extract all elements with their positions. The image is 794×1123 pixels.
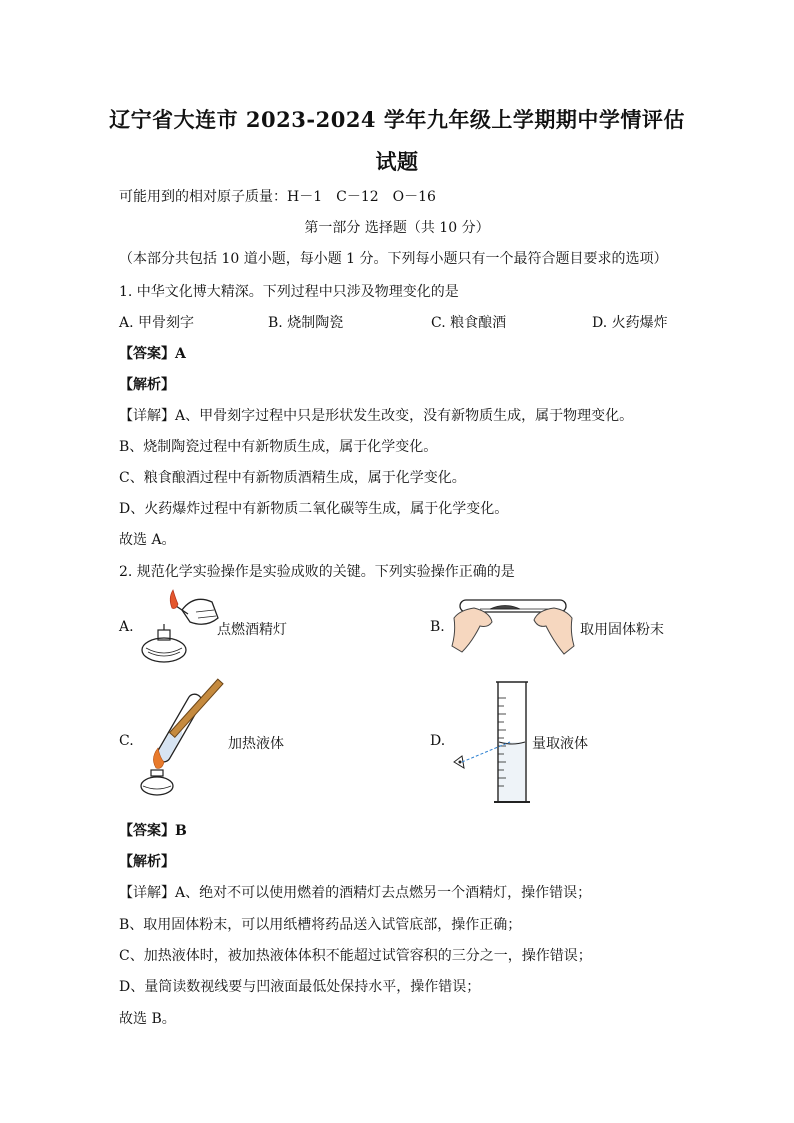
q1-detail-c: C、粮食酿酒过程中有新物质酒精生成，属于化学变化。	[119, 470, 466, 486]
q2-figure-a-letter: A.	[119, 619, 134, 635]
alcohol-lamp-lighting-icon	[136, 588, 226, 668]
q1-detail-a: 【详解】A、甲骨刻字过程中只是形状发生改变，没有新物质生成，属于物理变化。	[119, 408, 634, 424]
section-title: 第一部分 选择题（共 10 分）	[304, 220, 490, 236]
q1-option-a: A. 甲骨刻字	[119, 315, 195, 331]
section-note: （本部分共包括 10 道小题，每小题 1 分。下列每小题只有一个最符合题目要求的选项）	[119, 251, 668, 267]
q2-figure-d-letter: D.	[430, 733, 446, 749]
q1-detail-d: D、火药爆炸过程中有新物质二氧化碳等生成，属于化学变化。	[119, 501, 509, 517]
q2-detail-b: B、取用固体粉末，可以用纸槽将药品送入试管底部，操作正确；	[119, 917, 522, 933]
q2-figure-d-label: 量取液体	[532, 736, 588, 752]
q2-figure-b-label: 取用固体粉末	[580, 622, 664, 638]
q1-option-c: C. 粮食酿酒	[431, 315, 507, 331]
atomic-mass-note: 可能用到的相对原子质量：H－1 C－12 O－16	[119, 189, 436, 205]
q2-figure-c-letter: C.	[119, 733, 134, 749]
q1-answer: 【答案】A	[119, 346, 186, 362]
q2-detail-c: C、加热液体时，被加热液体体积不能超过试管容积的三分之一，操作错误；	[119, 948, 592, 964]
title-line-1: 辽宁省大连市 2023-2024 学年九年级上学期期中学情评估	[109, 107, 685, 132]
measuring-cylinder-icon	[448, 678, 534, 806]
q2-stem: 2. 规范化学实验操作是实验成败的关键。下列实验操作正确的是	[119, 564, 515, 580]
q2-answer: 【答案】B	[119, 823, 187, 839]
q2-detail-d: D、量筒读数视线要与凹液面最低处保持水平，操作错误；	[119, 979, 481, 995]
heating-liquid-icon	[138, 692, 230, 796]
title-line-2: 试题	[375, 149, 419, 174]
q1-analysis-heading: 【解析】	[119, 377, 175, 393]
q2-conclusion: 故选 B。	[119, 1011, 176, 1027]
q2-analysis-heading: 【解析】	[119, 854, 175, 870]
test-tube-powder-icon	[450, 594, 576, 658]
q1-detail-b: B、烧制陶瓷过程中有新物质生成，属于化学变化。	[119, 439, 438, 455]
q2-detail-a: 【详解】A、绝对不可以使用燃着的酒精灯去点燃另一个酒精灯，操作错误；	[119, 885, 592, 901]
q1-stem: 1. 中华文化博大精深。下列过程中只涉及物理变化的是	[119, 284, 459, 300]
q1-option-d: D. 火药爆炸	[592, 315, 668, 331]
q2-figure-a-label: 点燃酒精灯	[217, 622, 287, 638]
q2-figure-b-letter: B.	[430, 619, 445, 635]
q2-figure-c-label: 加热液体	[228, 736, 284, 752]
q1-option-b: B. 烧制陶瓷	[268, 315, 344, 331]
q1-conclusion: 故选 A。	[119, 532, 176, 548]
